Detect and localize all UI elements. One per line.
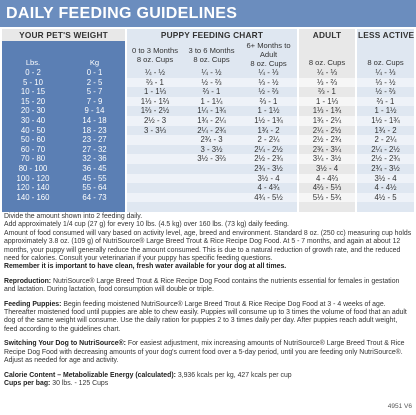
cell-6-months-adult: ½ - ⅔ xyxy=(240,87,298,97)
note-puppies xyxy=(4,301,412,335)
cell-3-6-months: ¼ - ½ xyxy=(183,68,240,78)
cell-adult: 3½ - 4 xyxy=(298,164,356,174)
col-adult-cups-header: 8 oz. Cups xyxy=(298,41,356,68)
cell-0-3-months xyxy=(126,174,183,184)
puppies-text: Begin feeding moistened NutriSource® Large Breed Trout & Rice Recipe Dog Food at 3 - 4 weeks of age. Thereafter moistened food until puppies are able to chew easily. Puppies will consume up to 3 times the volume of food that an adult dog of the same weight will consume. Use the daily ration for puppies 2 to 3 times daily per day. After puppies reach adult weight, feed according to the guidelines chart. xyxy=(4,300,407,333)
cell-lbs: 100 - 120 xyxy=(2,174,64,184)
cups-per-bag-text: 30 lbs. - 125 Cups xyxy=(52,379,109,387)
cell-lbs: 15 - 20 xyxy=(2,97,64,107)
feeding-table xyxy=(2,29,414,212)
cell-0-3-months xyxy=(126,183,183,193)
col-0-3-label: 0 to 3 Months xyxy=(131,45,178,55)
cell-adult: 1¾ - 2¼ xyxy=(298,116,356,126)
note-reproduction xyxy=(4,278,412,295)
cell-less-active: ¼ - ⅓ xyxy=(356,68,414,78)
cell-adult: 1⅓ - 1¾ xyxy=(298,106,356,116)
cell-lbs: 120 - 140 xyxy=(2,183,64,193)
cell-0-3-months xyxy=(126,164,183,174)
col-0-3-header xyxy=(126,41,183,68)
col-3-6-label: 3 to 6 Months xyxy=(188,45,235,55)
switching-text: For easiest adjustment, mix increasing amounts of NutriSource® Large Breed Trout & Rice Recipe Dog Food with decreasing amounts of your dog's current food over a 5-day period, until you are feeding only NutriSource®. Adjust as needed for age and activity. xyxy=(4,340,405,365)
cell-3-6-months: 1¾ - 2¼ xyxy=(183,116,240,126)
cell-adult: ⅓ - ⅔ xyxy=(298,78,356,88)
cell-6-months-adult: 4 - 4¾ xyxy=(240,183,298,193)
table-row xyxy=(2,106,414,116)
cell-less-active: 4 - 4½ xyxy=(356,183,414,193)
cell-lbs: 20 - 30 xyxy=(2,106,64,116)
cell-adult: ¼ - ⅓ xyxy=(298,68,356,78)
table-row xyxy=(2,154,414,164)
puppies-label: Feeding Puppies: xyxy=(4,300,62,308)
table-row xyxy=(2,87,414,97)
cell-less-active: 2½ - 2¾ xyxy=(356,154,414,164)
note-amount: Amount of food consumed will vary based on activity level, age, breed and environment. Standard 8 oz. (250 cc) measuring cup holds approximately 3.8 oz. (109 g) of NutriSource® Large Breed Trout & Rice Recipe Dog Food. At 5 - 7 months, and again at about 12 months, your puppy will generally reduce the amount consumed. This is due to a natural reduction of growth rate, and the reduced need for calories. Consult your veterinarian if your puppy has specific feeding questions. xyxy=(4,229,412,263)
reproduction-text: NutriSource® Large Breed Trout & Rice Recipe Dog Food contains the nutrients essential for females in gestation and lactation. During lactation, food consumption will double or triple. xyxy=(4,277,400,294)
cell-3-6-months: ½ - ⅔ xyxy=(183,78,240,88)
cell-lbs: 40 - 50 xyxy=(2,126,64,136)
cell-kg: 32 - 36 xyxy=(64,154,126,164)
cell-kg: 0 - 1 xyxy=(64,68,126,78)
cell-0-3-months: ⅔ - 1 xyxy=(126,78,183,88)
cell-6-months-adult: 2½ - 2¾ xyxy=(240,154,298,164)
table-row xyxy=(2,183,414,193)
cell-adult: 1 - 1⅓ xyxy=(298,97,356,107)
cell-3-6-months: 1¼ - 1¾ xyxy=(183,106,240,116)
col-6-adult-header xyxy=(240,41,298,68)
cell-lbs: 5 - 10 xyxy=(2,78,64,88)
feeding-notes xyxy=(4,213,412,388)
cell-6-months-adult: 3½ - 4 xyxy=(240,174,298,184)
cell-3-6-months: 1 - 1¼ xyxy=(183,97,240,107)
cell-adult: 4 - 4⅔ xyxy=(298,174,356,184)
cell-kg: 7 - 9 xyxy=(64,97,126,107)
cell-adult: ⅔ - 1 xyxy=(298,87,356,97)
note-switching xyxy=(4,340,412,365)
cell-adult: 3¼ - 3½ xyxy=(298,154,356,164)
table-row xyxy=(2,68,414,78)
cell-less-active: 4½ - 5 xyxy=(356,193,414,203)
cell-3-6-months xyxy=(183,174,240,184)
table-row xyxy=(2,193,414,203)
cell-0-3-months xyxy=(126,135,183,145)
cell-less-active: 1½ - 1¾ xyxy=(356,116,414,126)
cell-adult xyxy=(298,202,356,212)
cell-lbs: 70 - 80 xyxy=(2,154,64,164)
cell-kg: 64 - 73 xyxy=(64,193,126,203)
table-row xyxy=(2,97,414,107)
cell-less-active: 3½ - 4 xyxy=(356,174,414,184)
cell-kg: 23 - 27 xyxy=(64,135,126,145)
cell-0-3-months: 1⅓ - 1⅔ xyxy=(126,97,183,107)
cell-6-months-adult: 1 - 1½ xyxy=(240,106,298,116)
cell-lbs xyxy=(2,202,64,212)
note-divide: Divide the amount shown into 2 feeding daily. xyxy=(4,213,143,220)
cell-lbs: 80 - 100 xyxy=(2,164,64,174)
note-cups-per-bag xyxy=(4,380,412,388)
cell-adult: 2½ - 2¾ xyxy=(298,135,356,145)
cell-3-6-months: 2¼ - 2¾ xyxy=(183,126,240,136)
cell-less-active: ½ - ⅔ xyxy=(356,87,414,97)
cell-adult: 2¾ - 3¼ xyxy=(298,145,356,155)
note-calorie xyxy=(4,372,412,380)
cell-kg: 55 - 64 xyxy=(64,183,126,193)
switching-label: Switching Your Dog to NutriSource®: xyxy=(4,340,126,348)
cell-3-6-months: 3 - 3½ xyxy=(183,145,240,155)
col-0-3-cups: 8 oz. Cups xyxy=(136,54,174,64)
cell-adult: 4⅔ - 5⅓ xyxy=(298,183,356,193)
cell-kg: 14 - 18 xyxy=(64,116,126,126)
table-row xyxy=(2,135,414,145)
cell-less-active: ⅔ - 1 xyxy=(356,97,414,107)
col-6-adult-cups: 8 oz. Cups xyxy=(250,59,287,68)
cell-less-active xyxy=(356,202,414,212)
cell-less-active: 2 - 2¼ xyxy=(356,135,414,145)
cell-adult: 5⅓ - 5¾ xyxy=(298,193,356,203)
cell-6-months-adult: 1½ - 1¾ xyxy=(240,116,298,126)
water-reminder: Remember it is important to have clean, fresh water available for your dog at all times. xyxy=(4,263,287,271)
cell-adult: 2¼ - 2½ xyxy=(298,126,356,136)
cell-kg: 5 - 7 xyxy=(64,87,126,97)
table-row xyxy=(2,126,414,136)
cell-0-3-months: 3 - 3⅓ xyxy=(126,126,183,136)
cell-less-active: 2¼ - 2½ xyxy=(356,145,414,155)
cell-lbs: 50 - 60 xyxy=(2,135,64,145)
cell-lbs: 0 - 2 xyxy=(2,68,64,78)
table-row xyxy=(2,145,414,155)
cell-lbs: 30 - 40 xyxy=(2,116,64,126)
cell-6-months-adult: 2¾ - 3½ xyxy=(240,164,298,174)
cell-3-6-months xyxy=(183,164,240,174)
page-title: DAILY FEEDING GUIDELINES xyxy=(6,5,238,22)
cell-0-3-months: 1⅔ - 2½ xyxy=(126,106,183,116)
col-3-6-cups: 8 oz. Cups xyxy=(193,54,230,64)
cell-3-6-months xyxy=(183,202,240,212)
table-row xyxy=(2,116,414,126)
reproduction-label: Reproduction: xyxy=(4,277,52,285)
calorie-label: Calorie Content – Metabolizable Energy (calculated): xyxy=(4,371,176,379)
cell-3-6-months xyxy=(183,193,240,203)
cell-0-3-months: 2½ - 3 xyxy=(126,116,183,126)
cell-lbs: 60 - 70 xyxy=(2,145,64,155)
table-row xyxy=(2,174,414,184)
cell-3-6-months: 2¾ - 3 xyxy=(183,135,240,145)
cell-less-active: 1¾ - 2 xyxy=(356,126,414,136)
cell-lbs: 140 - 160 xyxy=(2,193,64,203)
cell-0-3-months: 1 - 1⅓ xyxy=(126,87,183,97)
cell-kg: 45 - 55 xyxy=(64,174,126,184)
table-row xyxy=(2,202,414,212)
cell-6-months-adult: 4¾ - 5½ xyxy=(240,193,298,203)
cell-kg: 18 - 23 xyxy=(64,126,126,136)
cell-6-months-adult xyxy=(240,202,298,212)
cell-kg: 27 - 32 xyxy=(64,145,126,155)
cell-6-months-adult: 2 - 2¼ xyxy=(240,135,298,145)
feeding-table-body xyxy=(2,68,414,212)
col-6-adult-label: 6+ Months to Adult xyxy=(246,41,291,59)
group-adult-header: ADULT xyxy=(298,29,356,41)
cell-kg: 9 - 14 xyxy=(64,106,126,116)
cell-6-months-adult: ⅓ - ½ xyxy=(240,78,298,88)
group-puppy-header: PUPPY FEEDING CHART xyxy=(126,29,298,41)
cell-kg: 2 - 5 xyxy=(64,78,126,88)
cell-6-months-adult: 2¼ - 2½ xyxy=(240,145,298,155)
calorie-text: 3,936 kcals per kg, 427 kcals per cup xyxy=(177,371,292,379)
col-less-cups-header: 8 oz. Cups xyxy=(356,41,414,68)
cell-6-months-adult: 1¾ - 2 xyxy=(240,126,298,136)
col-kg-header: Kg xyxy=(64,41,126,68)
cell-kg: 36 - 45 xyxy=(64,164,126,174)
table-row xyxy=(2,164,414,174)
cell-0-3-months xyxy=(126,154,183,164)
cell-lbs: 10 - 15 xyxy=(2,87,64,97)
cell-kg xyxy=(64,202,126,212)
cell-3-6-months: 3½ - 3⅔ xyxy=(183,154,240,164)
col-lbs-header: Lbs. xyxy=(2,41,64,68)
cell-0-3-months xyxy=(126,193,183,203)
cell-3-6-months: ⅔ - 1 xyxy=(183,87,240,97)
note-add: Add approximately 1/4 cup (27 g) for every 10 lbs. (4.5 kg) over 160 lbs. (73 kg) daily feeding. xyxy=(4,221,289,229)
cell-6-months-adult: ¼ - ⅓ xyxy=(240,68,298,78)
cell-less-active: ⅓ - ½ xyxy=(356,78,414,88)
cell-3-6-months xyxy=(183,183,240,193)
title-banner xyxy=(0,0,416,27)
cell-0-3-months: ¼ - ½ xyxy=(126,68,183,78)
group-less-active-header: LESS ACTIVE xyxy=(358,30,414,40)
cell-less-active: 2¾ - 3½ xyxy=(356,164,414,174)
cell-0-3-months xyxy=(126,145,183,155)
cell-0-3-months xyxy=(126,202,183,212)
cups-per-bag-label: Cups per bag: xyxy=(4,379,51,387)
cell-less-active: 1 - 1½ xyxy=(356,106,414,116)
col-3-6-header xyxy=(183,41,240,68)
note-water xyxy=(4,263,412,271)
product-code: 4951 V6 xyxy=(387,403,412,410)
group-weight-header: YOUR PET'S WEIGHT xyxy=(2,29,126,41)
table-row xyxy=(2,78,414,88)
cell-6-months-adult: ⅔ - 1 xyxy=(240,97,298,107)
